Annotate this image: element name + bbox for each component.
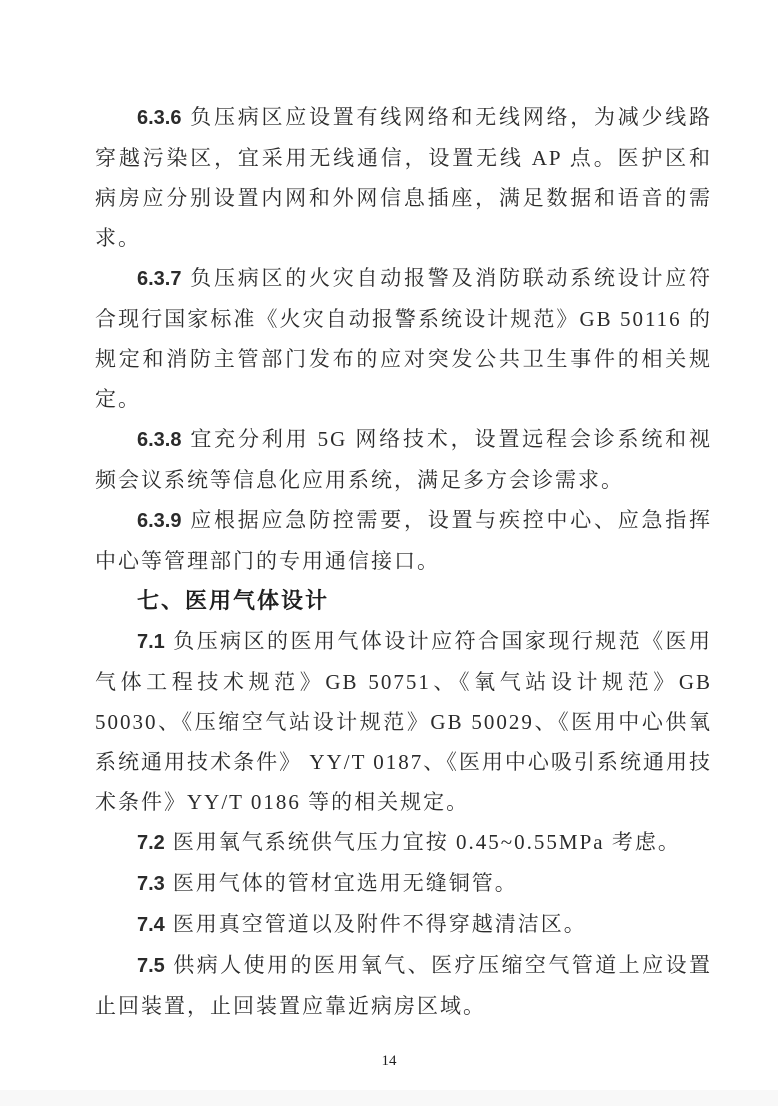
clause-number: 6.3.8 xyxy=(137,429,182,451)
clause-number: 6.3.6 xyxy=(137,107,182,129)
clause-number: 7.3 xyxy=(137,873,165,895)
clause-6-3-9 xyxy=(95,500,712,581)
section-heading: 七、医用气体设计 xyxy=(137,588,330,613)
clause-number: 7.4 xyxy=(137,914,165,936)
clause-7-3 xyxy=(95,863,712,904)
document-body xyxy=(95,97,712,1026)
clause-number: 6.3.9 xyxy=(137,510,182,532)
clause-7-4 xyxy=(95,904,712,945)
clause-text: 负压病区应设置有线网络和无线网络，为减少线路穿越污染区，宜采用无线通信，设置无线 AP 点。医护区和病房应分别设置内网和外网信息插座，满足数据和语音的需求。 xyxy=(95,105,712,250)
clause-text: 负压病区的医用气体设计应符合国家现行规范《医用气体工程技术规范》GB 50751、《氧气站设计规范》GB 50030、《压缩空气站设计规范》GB 50029、《医用中心供氧系统通用技术条件》 YY/T 0187、《医用中心吸引系统通用技术条件》YY/T 0186 等的相关规定。 xyxy=(95,629,712,814)
clause-text: 负压病区的火灾自动报警及消防联动系统设计应符合现行国家标准《火灾自动报警系统设计规范》GB 50116 的规定和消防主管部门发布的应对突发公共卫生事件的相关规定。 xyxy=(95,266,712,411)
page-footer xyxy=(0,1050,778,1072)
page-number: 14 xyxy=(381,1053,397,1069)
clause-text: 应根据应急防控需要，设置与疾控中心、应急指挥中心等管理部门的专用通信接口。 xyxy=(95,508,712,573)
clause-7-1 xyxy=(95,621,712,822)
clause-7-2 xyxy=(95,822,712,863)
clause-text: 医用真空管道以及附件不得穿越清洁区。 xyxy=(172,912,587,936)
clause-text: 医用氧气系统供气压力宜按 0.45~0.55MPa 考虑。 xyxy=(172,830,681,854)
clause-6-3-7 xyxy=(95,258,712,419)
page-edge xyxy=(0,1090,778,1106)
clause-6-3-8 xyxy=(95,419,712,500)
clause-7-5 xyxy=(95,945,712,1026)
clause-number: 7.2 xyxy=(137,832,165,854)
clause-number: 6.3.7 xyxy=(137,268,182,290)
clause-text: 宜充分利用 5G 网络技术，设置远程会诊系统和视频会议系统等信息化应用系统，满足多方会诊需求。 xyxy=(95,427,712,492)
clause-number: 7.1 xyxy=(137,631,165,653)
clause-number: 7.5 xyxy=(137,955,165,977)
clause-text: 供病人使用的医用氧气、医疗压缩空气管道上应设置止回装置，止回装置应靠近病房区域。 xyxy=(95,953,712,1018)
clause-text: 医用气体的管材宜选用无缝铜管。 xyxy=(172,871,518,895)
clause-6-3-6 xyxy=(95,97,712,258)
